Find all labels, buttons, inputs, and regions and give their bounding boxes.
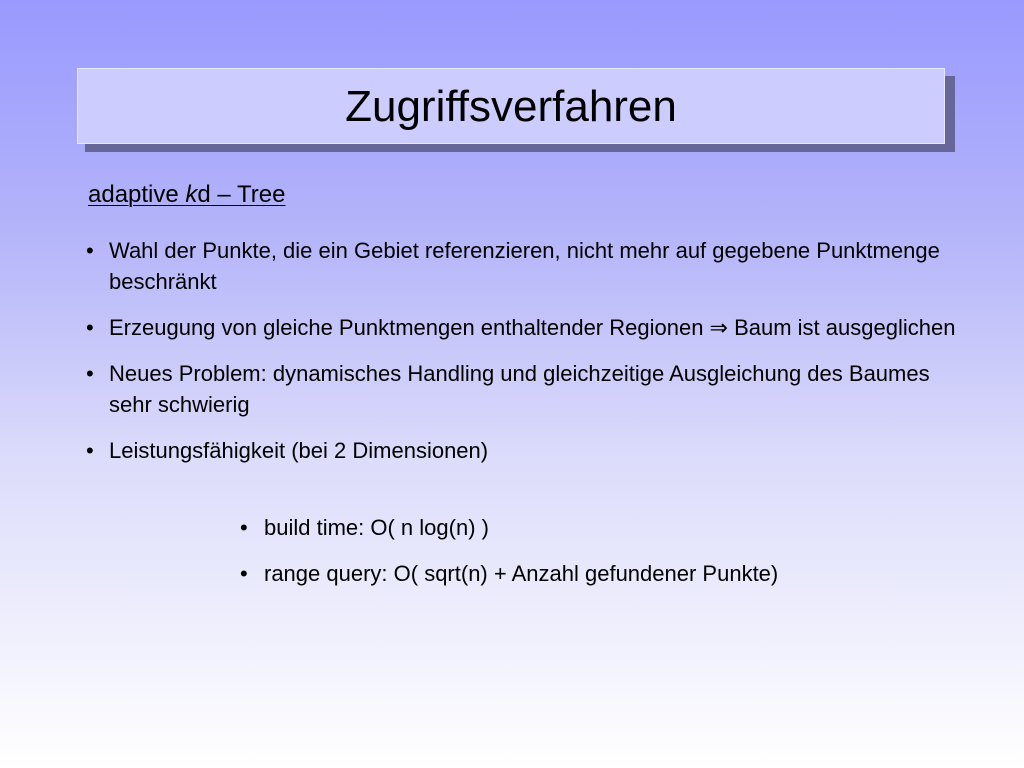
bullet-dot-icon: •: [86, 361, 94, 386]
bullet-list: [86, 235, 956, 481]
title-box: [77, 68, 945, 144]
bullet-text: Wahl der Punkte, die ein Gebiet referenzieren, nicht mehr auf gegebene Punktmenge beschränkt: [109, 238, 940, 294]
bullet-item: [86, 312, 956, 343]
bullet-dot-icon: •: [240, 515, 248, 540]
bullet-item: [86, 358, 956, 420]
bullet-dot-icon: •: [240, 561, 248, 586]
subheading-suffix: d – Tree: [197, 181, 286, 208]
bullet-text: Neues Problem: dynamisches Handling und gleichzeitige Ausgleichung des Baumes sehr schwierig: [109, 361, 930, 417]
sub-bullet-item: [240, 558, 960, 589]
subheading-italic: k: [185, 181, 198, 208]
bullet-dot-icon: •: [86, 315, 94, 340]
sub-bullet-list: [240, 512, 960, 604]
slide-title: Zugriffsverfahren: [345, 82, 677, 131]
bullet-dot-icon: •: [86, 238, 94, 263]
bullet-item: [86, 435, 956, 466]
bullet-item: [86, 235, 956, 297]
bullet-dot-icon: •: [86, 438, 94, 463]
subheading-prefix: adaptive: [88, 181, 186, 208]
bullet-text: Erzeugung von gleiche Punktmengen enthaltender Regionen ⇒ Baum ist ausgeglichen: [109, 315, 956, 340]
bullet-text: Leistungsfähigkeit (bei 2 Dimensionen): [109, 438, 489, 463]
sub-bullet-text: range query: O( sqrt(n) + Anzahl gefundener Punkte): [264, 561, 779, 586]
sub-bullet-item: [240, 512, 960, 543]
subheading: [88, 180, 285, 210]
sub-bullet-text: build time: O( n log(n) ): [264, 515, 489, 540]
